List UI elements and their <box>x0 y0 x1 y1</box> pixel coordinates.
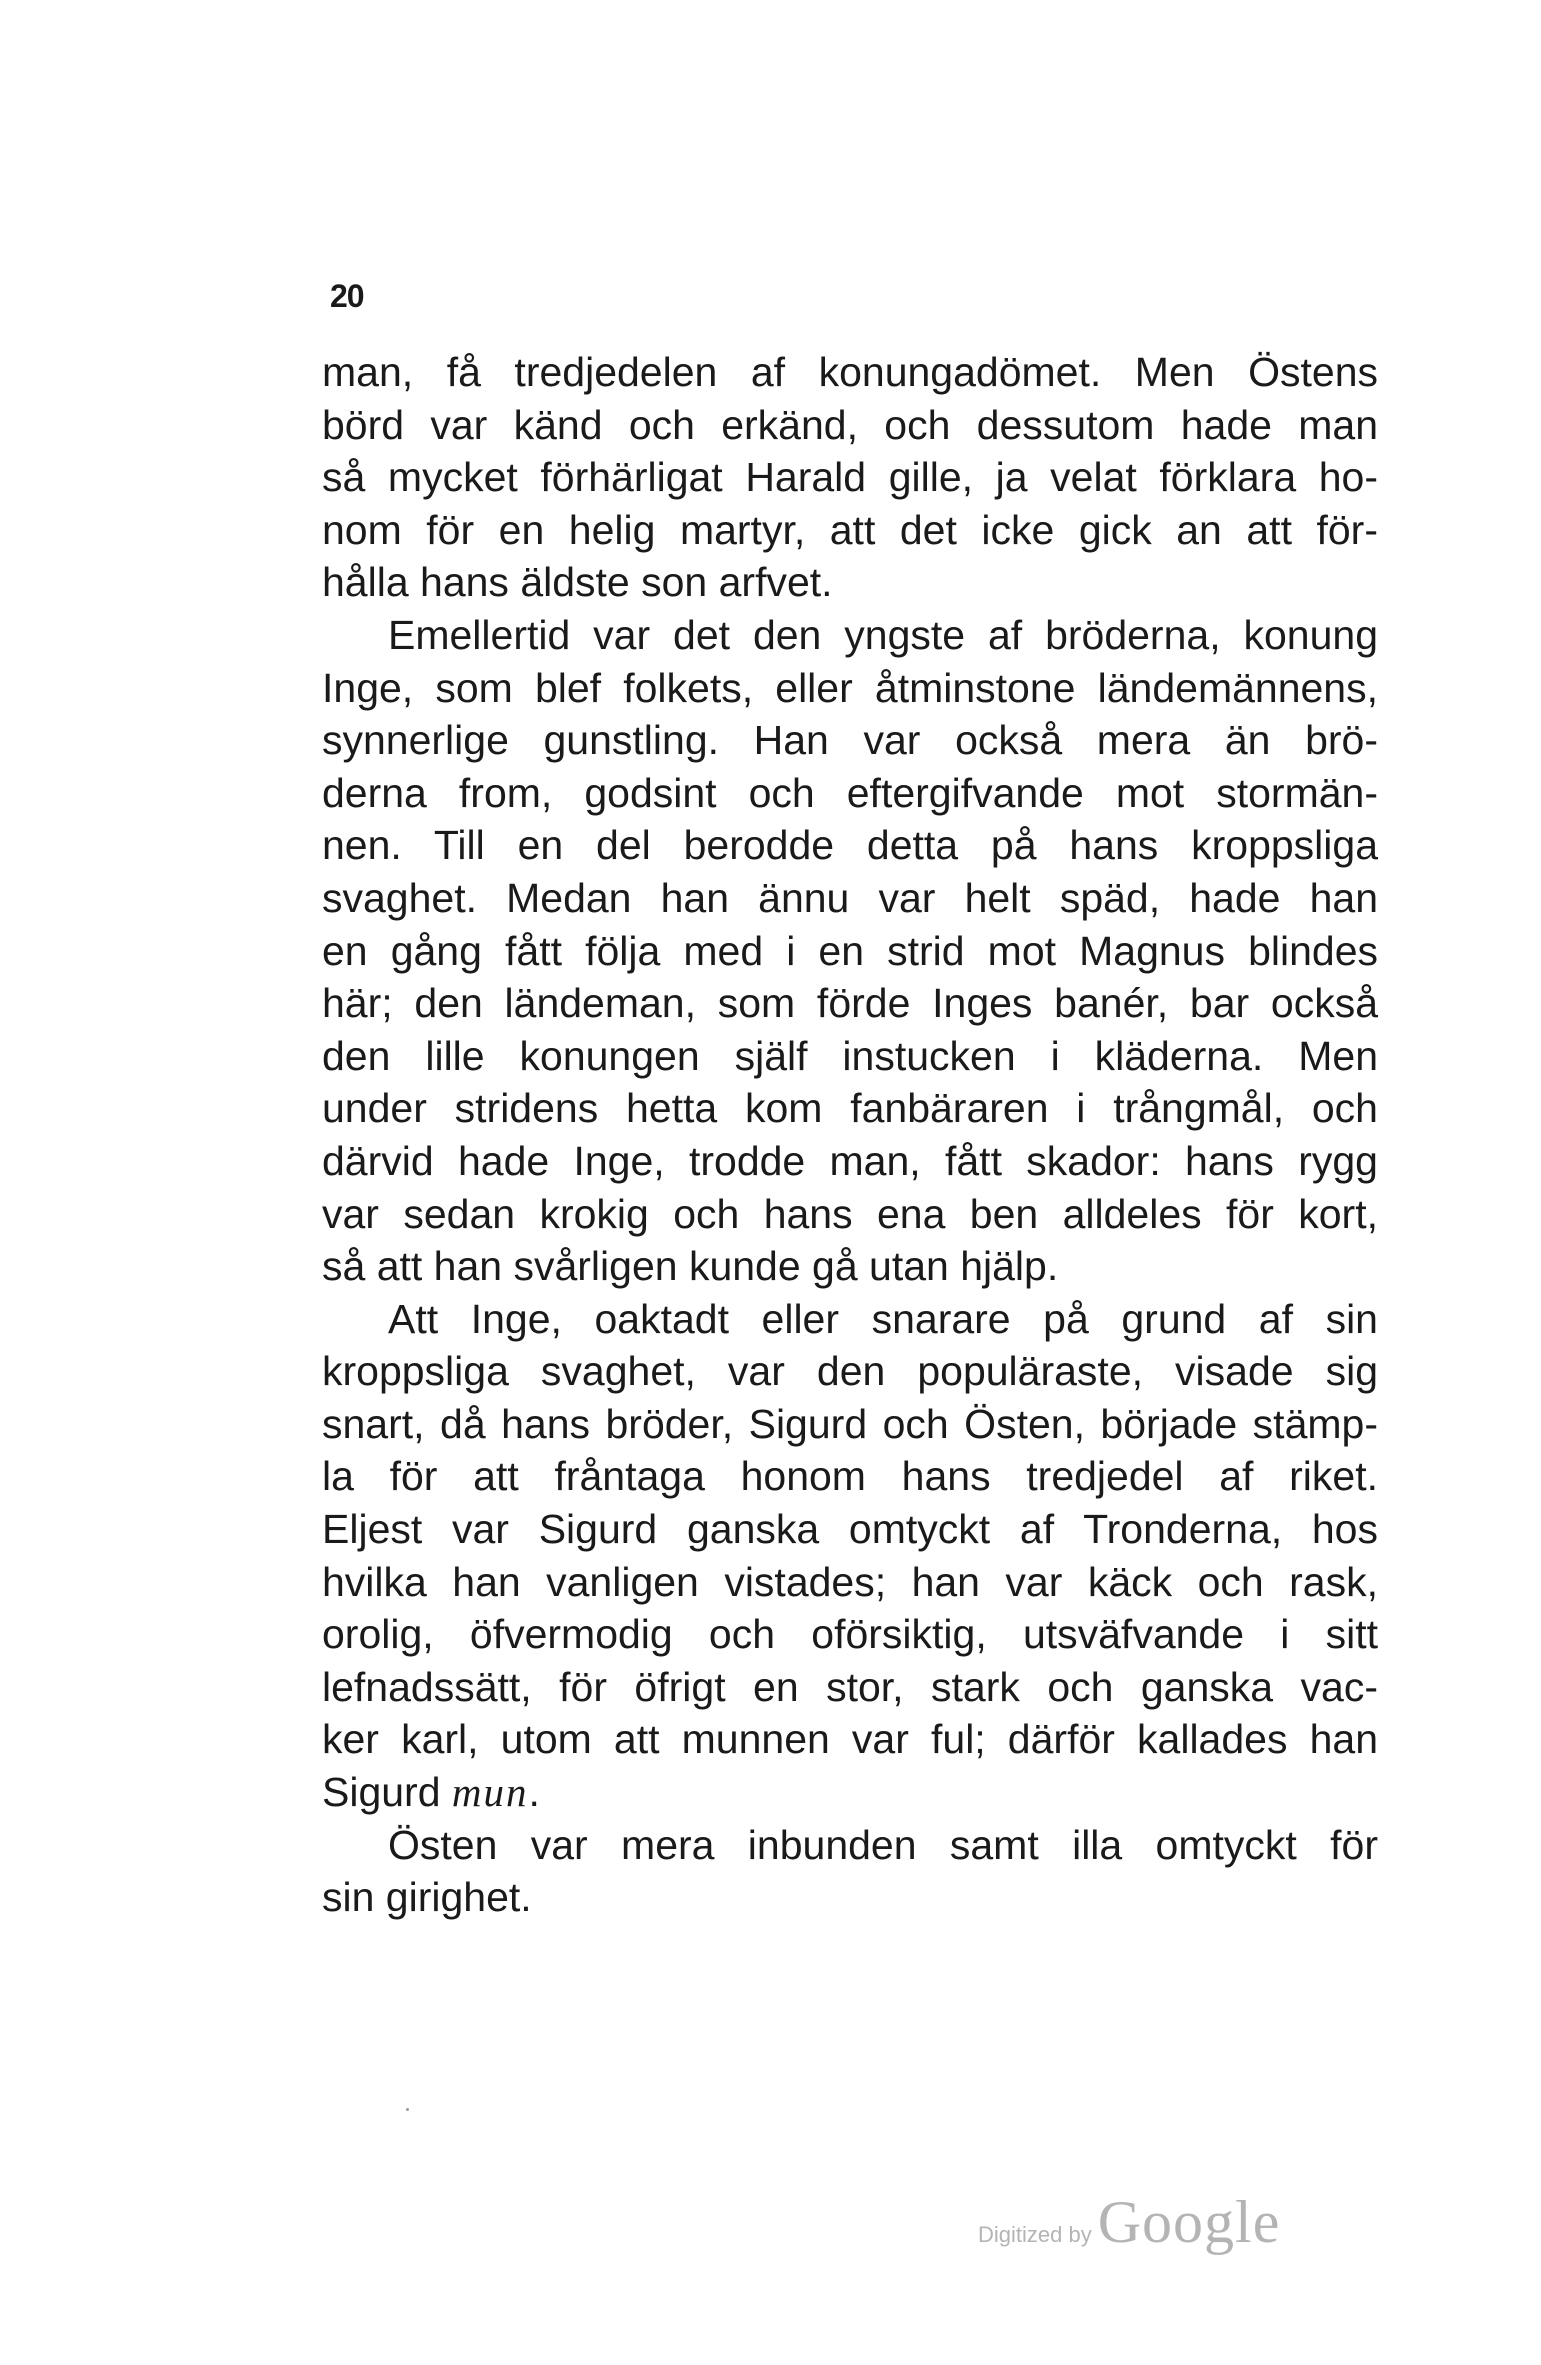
text-line: Östen var mera inbunden samt illa omtyckt för <box>388 1821 1378 1868</box>
text-line: sin girighet. <box>322 1874 532 1921</box>
text-line: kroppsliga svaghet, var den populäraste, visade sig <box>322 1348 1378 1395</box>
text-line: så att han svårligen kunde gå utan hjälp. <box>322 1243 1059 1290</box>
text-fragment: Sigurd <box>322 1769 452 1816</box>
text-line: ker karl, utom att munnen var ful; därför kallades han <box>322 1716 1378 1763</box>
text-line: nen. Till en del berodde detta på hans kroppsliga <box>322 822 1378 869</box>
text-line: synnerlige gunstling. Han var också mera än brö- <box>322 717 1378 764</box>
text-line: lefnadssätt, för öfrigt en stor, stark och ganska vac- <box>322 1663 1378 1710</box>
text-line: därvid hade Inge, trodde man, fått skador: hans rygg <box>322 1137 1378 1184</box>
page-number: 20 <box>330 278 364 314</box>
text-line: hvilka han vanligen vistades; han var käck och rask, <box>322 1558 1378 1605</box>
watermark-prefix: Digitized by <box>978 2222 1092 2247</box>
body-text <box>322 346 1378 1924</box>
paragraph <box>322 1293 1378 1819</box>
paragraph <box>322 609 1378 1293</box>
text-line: så mycket förhärligat Harald gille, ja velat förklara ho- <box>322 454 1378 501</box>
digitized-watermark <box>978 2188 1280 2257</box>
text-line: svaghet. Medan han ännu var helt späd, hade han <box>322 874 1378 921</box>
emphasized-word: mun <box>451 1769 529 1816</box>
text-line <box>322 1766 1378 1819</box>
text-line: Att Inge, oaktadt eller snarare på grund af sin <box>388 1295 1378 1342</box>
scan-speck <box>406 2108 409 2111</box>
text-line: Emellertid var det den yngste af bröderna, konung <box>388 611 1378 658</box>
text-line: den lille konungen själf instucken i kläderna. Men <box>322 1032 1378 1079</box>
text-line: hålla hans äldste son arfvet. <box>322 559 833 606</box>
text-line: under stridens hetta kom fanbäraren i trångmål, och <box>322 1085 1378 1132</box>
text-line: nom för en helig martyr, att det icke gick an att för- <box>322 506 1378 553</box>
text-line: här; den ländeman, som förde Inges banér, bar också <box>322 980 1378 1027</box>
text-line: derna from, godsint och eftergifvande mot stormän- <box>322 769 1378 816</box>
text-fragment: . <box>528 1769 540 1816</box>
watermark-brand: Google <box>1097 2189 1281 2255</box>
text-line: Inge, som blef folkets, eller åtminstone ländemännens, <box>322 664 1378 711</box>
text-line: var sedan krokig och hans ena ben alldeles för kort, <box>322 1190 1378 1237</box>
text-line: man, få tredjedelen af konungadömet. Men Östens <box>322 349 1378 395</box>
text-line: orolig, öfvermodig och oförsiktig, utsväfvande i sitt <box>322 1611 1378 1658</box>
paragraph <box>322 346 1378 609</box>
text-line: Eljest var Sigurd ganska omtyckt af Tronderna, hos <box>322 1506 1378 1553</box>
text-line: börd var känd och erkänd, och dessutom hade man <box>322 401 1378 448</box>
text-line: en gång fått följa med i en strid mot Magnus blindes <box>322 927 1378 974</box>
text-line: snart, då hans bröder, Sigurd och Östen, började stämp- <box>322 1400 1378 1447</box>
text-line: la för att fråntaga honom hans tredjedel af riket. <box>322 1453 1378 1500</box>
paragraph <box>322 1819 1378 1924</box>
